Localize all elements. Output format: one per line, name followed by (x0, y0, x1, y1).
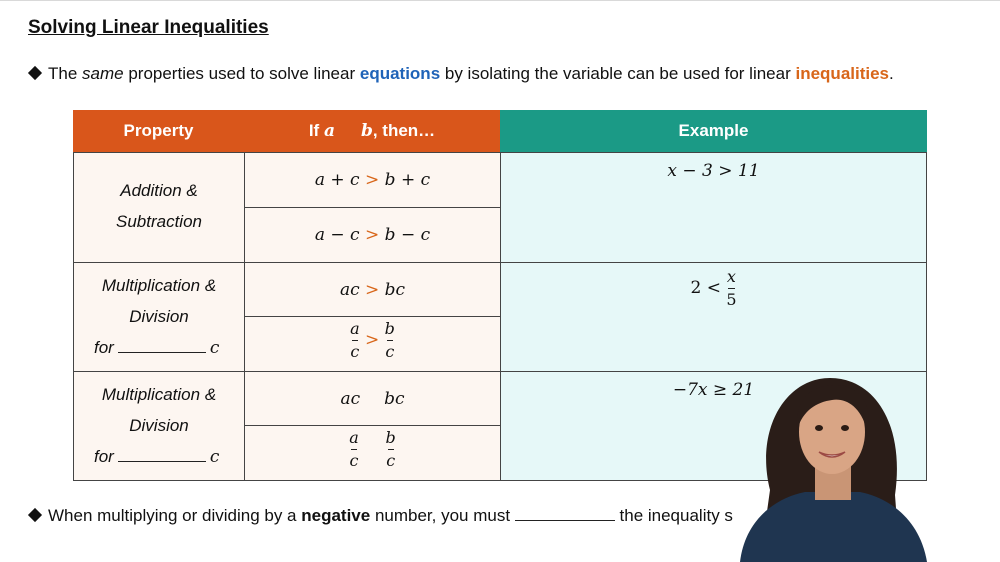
property-label: Division (129, 307, 189, 326)
fraction (385, 319, 395, 362)
op: > (365, 330, 380, 350)
fraction (386, 428, 396, 471)
property-cell-multiplication-negative (73, 371, 245, 481)
rule-cell (244, 316, 501, 372)
presenter-eye (815, 425, 823, 431)
presenter-video (735, 370, 930, 562)
header-property: Property (73, 110, 244, 152)
rule-fraction-expression (245, 319, 500, 362)
rhs: bc (384, 389, 405, 409)
for-line (94, 338, 219, 358)
op: > (365, 280, 380, 300)
var-c: c (209, 338, 220, 358)
denominator: c (349, 451, 359, 470)
text: The (48, 64, 83, 83)
rule-expression (245, 170, 500, 190)
fraction-bar (387, 340, 393, 341)
var-c: c (209, 447, 220, 467)
lhs: a + c (314, 170, 360, 190)
fraction-bar (388, 449, 394, 450)
negative-rule-bullet (30, 506, 733, 526)
keyword-equations: equations (359, 64, 441, 83)
blank-line (118, 449, 206, 462)
text: If (308, 121, 320, 140)
property-label: Division (129, 416, 189, 435)
denominator: 5 (726, 290, 737, 309)
numerator: b (385, 428, 396, 447)
text: by isolating the variable can be used for linear (440, 64, 796, 83)
fraction-bar (352, 340, 358, 341)
property-cell-addition (73, 152, 245, 263)
rule-expression (245, 280, 500, 300)
lhs: ac (340, 389, 361, 409)
text: , then… (372, 121, 436, 140)
op: > (365, 225, 380, 245)
numerator: b (384, 319, 395, 338)
example-expression: −7x ≥ 21 (672, 380, 755, 400)
emphasis-same: same (82, 64, 124, 83)
rhs: b + c (384, 170, 431, 190)
example-cell (500, 262, 927, 372)
rule-cell (244, 371, 501, 426)
fraction-bar (728, 288, 734, 289)
example-expression: x − 3 > 11 (667, 161, 760, 181)
denominator: c (386, 451, 396, 470)
rule-cell (244, 425, 501, 481)
rhs: b − c (384, 225, 431, 245)
property-label: Multiplication & (101, 276, 217, 295)
presenter-shirt (740, 492, 927, 562)
text: properties used to solve linear (123, 64, 360, 83)
var-b: b (360, 121, 373, 141)
lhs: 2 < (690, 278, 721, 298)
top-divider (0, 0, 1000, 1)
for-line (94, 447, 219, 467)
denominator: c (385, 342, 395, 361)
property-cell-multiplication-positive (73, 262, 245, 372)
lhs: ac (339, 280, 360, 300)
fraction (349, 428, 359, 471)
property-label: Subtraction (116, 212, 202, 231)
numerator: a (349, 428, 359, 447)
fraction (726, 267, 736, 310)
rule-cell (244, 262, 501, 317)
numerator: x (726, 267, 736, 286)
intro-bullet (30, 64, 894, 84)
text: When multiplying or dividing by a (48, 506, 302, 525)
text: . (889, 64, 894, 83)
text: number, you must (370, 506, 515, 525)
lhs: a − c (314, 225, 360, 245)
rule-expression (245, 389, 500, 409)
denominator: c (350, 342, 360, 361)
blank-line (515, 506, 615, 521)
example-cell (500, 152, 927, 263)
fraction-bar (351, 449, 357, 450)
presenter-eye (841, 425, 849, 431)
text: for (94, 447, 114, 466)
header-example: Example (500, 110, 927, 152)
page-title: Solving Linear Inequalities (28, 17, 269, 38)
rule-fraction-expression (245, 428, 500, 471)
text: for (94, 338, 114, 357)
rhs: bc (384, 280, 406, 300)
keyword-negative: negative (301, 506, 371, 525)
rule-cell (244, 207, 501, 263)
rule-cell (244, 152, 501, 208)
property-label: Multiplication & (101, 385, 217, 404)
header-rule (244, 110, 500, 152)
keyword-inequalities: inequalities (795, 64, 890, 83)
diamond-bullet-icon (28, 66, 42, 80)
blank-line (118, 340, 206, 353)
text: the inequality s (614, 506, 733, 525)
var-a: a (323, 121, 335, 141)
fraction (350, 319, 360, 362)
rule-expression (245, 225, 500, 245)
property-label: Addition & (120, 181, 198, 200)
diamond-bullet-icon (28, 508, 42, 522)
example-expression (501, 267, 926, 310)
numerator: a (350, 319, 360, 338)
op: > (365, 170, 380, 190)
